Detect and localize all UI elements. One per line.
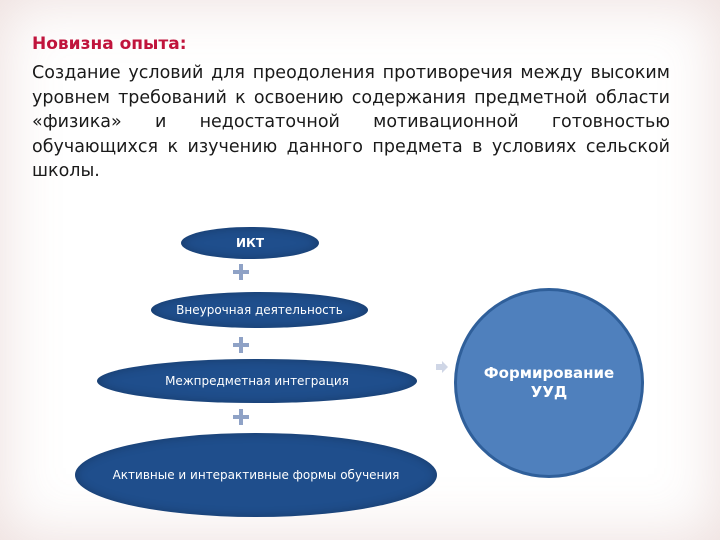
diagram-result-circle <box>454 288 644 478</box>
diagram-item-label: Межпредметная интеграция <box>165 374 349 388</box>
slide-body-text: Создание условий для преодоления противоречия между высоким уровнем требований к освоению содержания предметной области «физика» и недостаточной мотивационной готовностью обучающихся к изучению данного предмета в условиях сельской школы. <box>32 63 670 181</box>
diagram-item-label: Активные и интерактивные формы обучения <box>112 467 400 482</box>
diagram-item-extracurricular <box>151 292 368 328</box>
plus-icon <box>233 409 249 425</box>
slide-heading: Новизна опыта: <box>32 34 187 54</box>
diagram-item-label: Внеурочная деятельность <box>176 303 343 317</box>
plus-icon <box>233 264 249 280</box>
diagram-item-ikt <box>181 227 319 259</box>
diagram-result-label: Формирование УУД <box>483 364 615 401</box>
plus-icon <box>233 337 249 353</box>
arrow-right-icon <box>436 361 448 373</box>
diagram-item-integration <box>97 359 417 403</box>
diagram-item-active-forms <box>75 433 437 517</box>
diagram-item-label: ИКТ <box>235 236 265 250</box>
